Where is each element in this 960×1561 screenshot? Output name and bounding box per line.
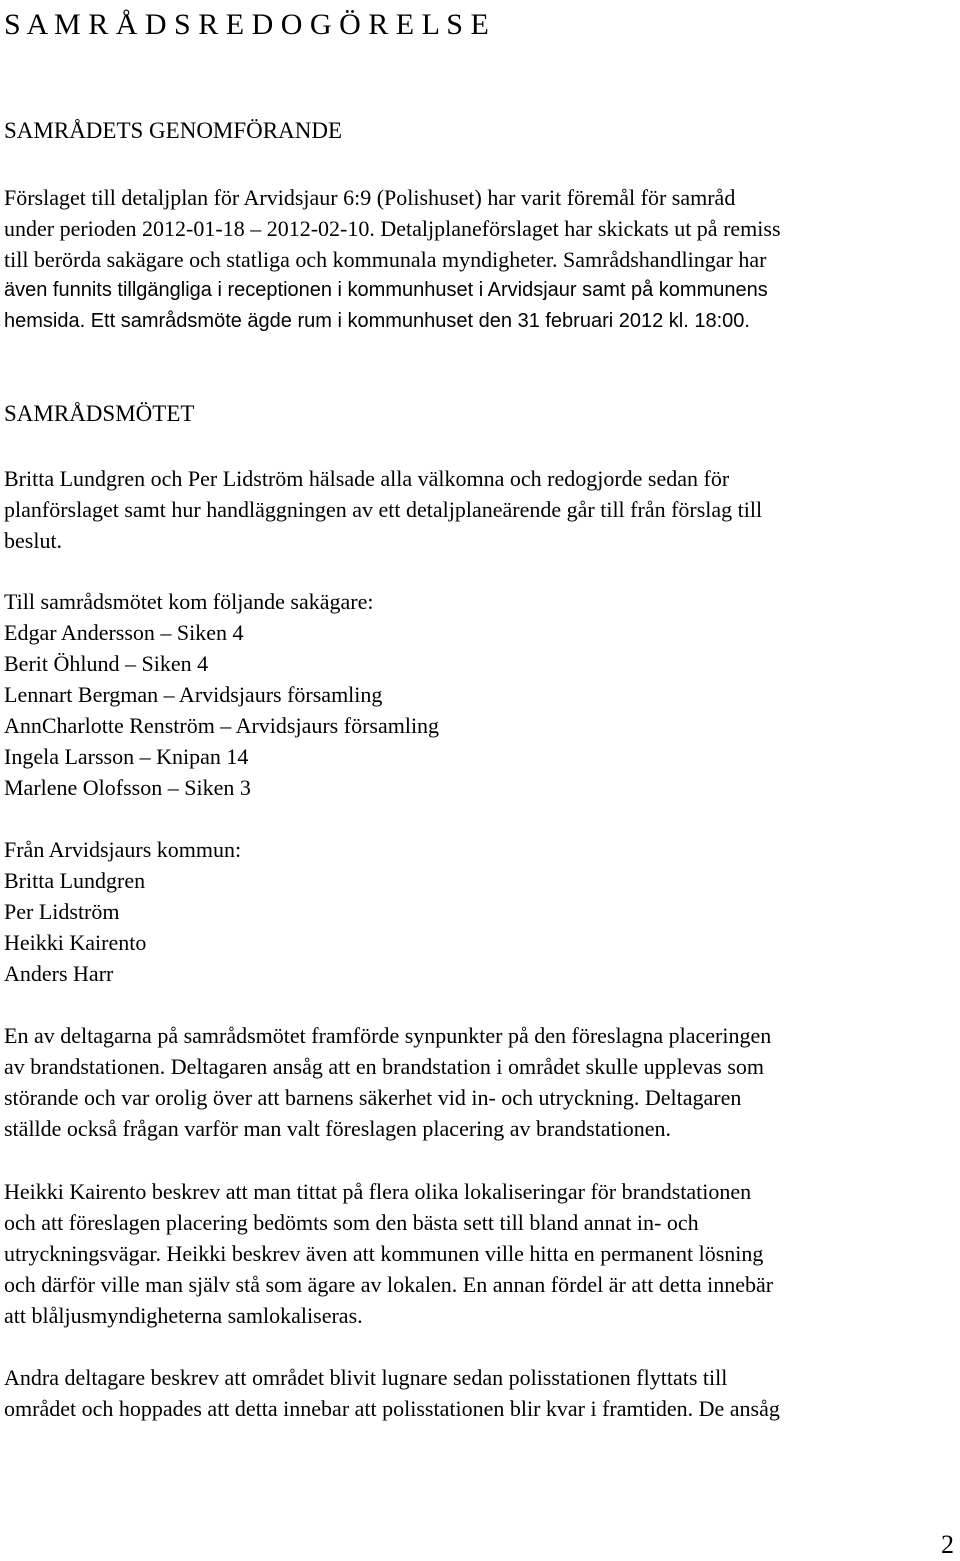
paragraph-genomforande <box>4 182 956 337</box>
text-line: störande och var orolig över att barnens säkerhet vid in- och utryckning. Deltagaren <box>4 1085 742 1110</box>
text-line: Heikki Kairento beskrev att man tittat på flera olika lokaliseringar för brandstationen <box>4 1179 752 1204</box>
municipality-item: Anders Harr <box>4 961 114 986</box>
paragraph-synpunkter <box>4 1020 956 1144</box>
attendee-item: Berit Öhlund – Siken 4 <box>4 651 209 676</box>
text-line: och att föreslagen placering bedömts som den bästa sett till bland annat in- och <box>4 1210 699 1235</box>
section-heading-genomforande: SAMRÅDETS GENOMFÖRANDE <box>4 118 343 143</box>
text-line: beslut. <box>4 528 63 553</box>
paragraph-andra-deltagare <box>4 1362 956 1424</box>
text-line: Förslaget till detaljplan för Arvidsjaur 6:9 (Polishuset) har varit föremål för samråd <box>4 185 736 210</box>
municipality-intro: Från Arvidsjaurs kommun: <box>4 837 242 862</box>
page-number: 2 <box>941 1530 954 1559</box>
text-line: Britta Lundgren och Per Lidström hälsade alla välkomna och redogjorde sedan för <box>4 466 730 491</box>
paragraph-kairento <box>4 1176 956 1331</box>
section-heading-samradsmotet: SAMRÅDSMÖTET <box>4 401 195 426</box>
text-line: hemsida. Ett samrådsmöte ägde rum i kommunhuset den 31 februari 2012 kl. 18:00. <box>4 310 750 332</box>
document-title: S A M R Å D S R E D O G Ö R E L S E <box>4 8 489 41</box>
attendee-item: Ingela Larsson – Knipan 14 <box>4 744 249 769</box>
text-line: utryckningsvägar. Heikki beskrev även att kommunen ville hitta en permanent lösning <box>4 1241 764 1266</box>
municipality-item: Heikki Kairento <box>4 930 147 955</box>
text-line: Andra deltagare beskrev att området blivit lugnare sedan polisstationen flyttats till <box>4 1365 728 1390</box>
municipality-item: Per Lidström <box>4 899 120 924</box>
text-line: planförslaget samt hur handläggningen av ett detaljplaneärende går till från förslag till <box>4 497 763 522</box>
paragraph-intro <box>4 463 956 556</box>
text-line: och därför ville man själv stå som ägare av lokalen. En annan fördel är att detta innebär <box>4 1272 774 1297</box>
text-line: En av deltagarna på samrådsmötet framförde synpunkter på den föreslagna placeringen <box>4 1023 772 1048</box>
text-line: att blåljusmyndigheterna samlokaliseras. <box>4 1303 363 1328</box>
attendee-item: Marlene Olofsson – Siken 3 <box>4 775 251 800</box>
text-line: området och hoppades att detta innebar att polisstationen blir kvar i framtiden. De ansåg <box>4 1396 780 1421</box>
text-line: av brandstationen. Deltagaren ansåg att en brandstation i området skulle upplevas som <box>4 1054 764 1079</box>
attendee-item: Lennart Bergman – Arvidsjaurs församling <box>4 682 383 707</box>
attendee-item: Edgar Andersson – Siken 4 <box>4 620 244 645</box>
municipality-list <box>4 834 956 989</box>
text-line: under perioden 2012-01-18 – 2012-02-10. Detaljplaneförslaget har skickats ut på remiss <box>4 216 781 241</box>
municipality-item: Britta Lundgren <box>4 868 146 893</box>
attendees-intro: Till samrådsmötet kom följande sakägare: <box>4 589 374 614</box>
text-line: till berörda sakägare och statliga och kommunala myndigheter. Samrådshandlingar har <box>4 247 767 272</box>
attendees-list <box>4 586 956 803</box>
text-line: ställde också frågan varför man valt föreslagen placering av brandstationen. <box>4 1116 672 1141</box>
attendee-item: AnnCharlotte Renström – Arvidsjaurs församling <box>4 713 440 738</box>
text-line: även funnits tillgängliga i receptionen i kommunhuset i Arvidsjaur samt på kommunens <box>4 279 768 301</box>
